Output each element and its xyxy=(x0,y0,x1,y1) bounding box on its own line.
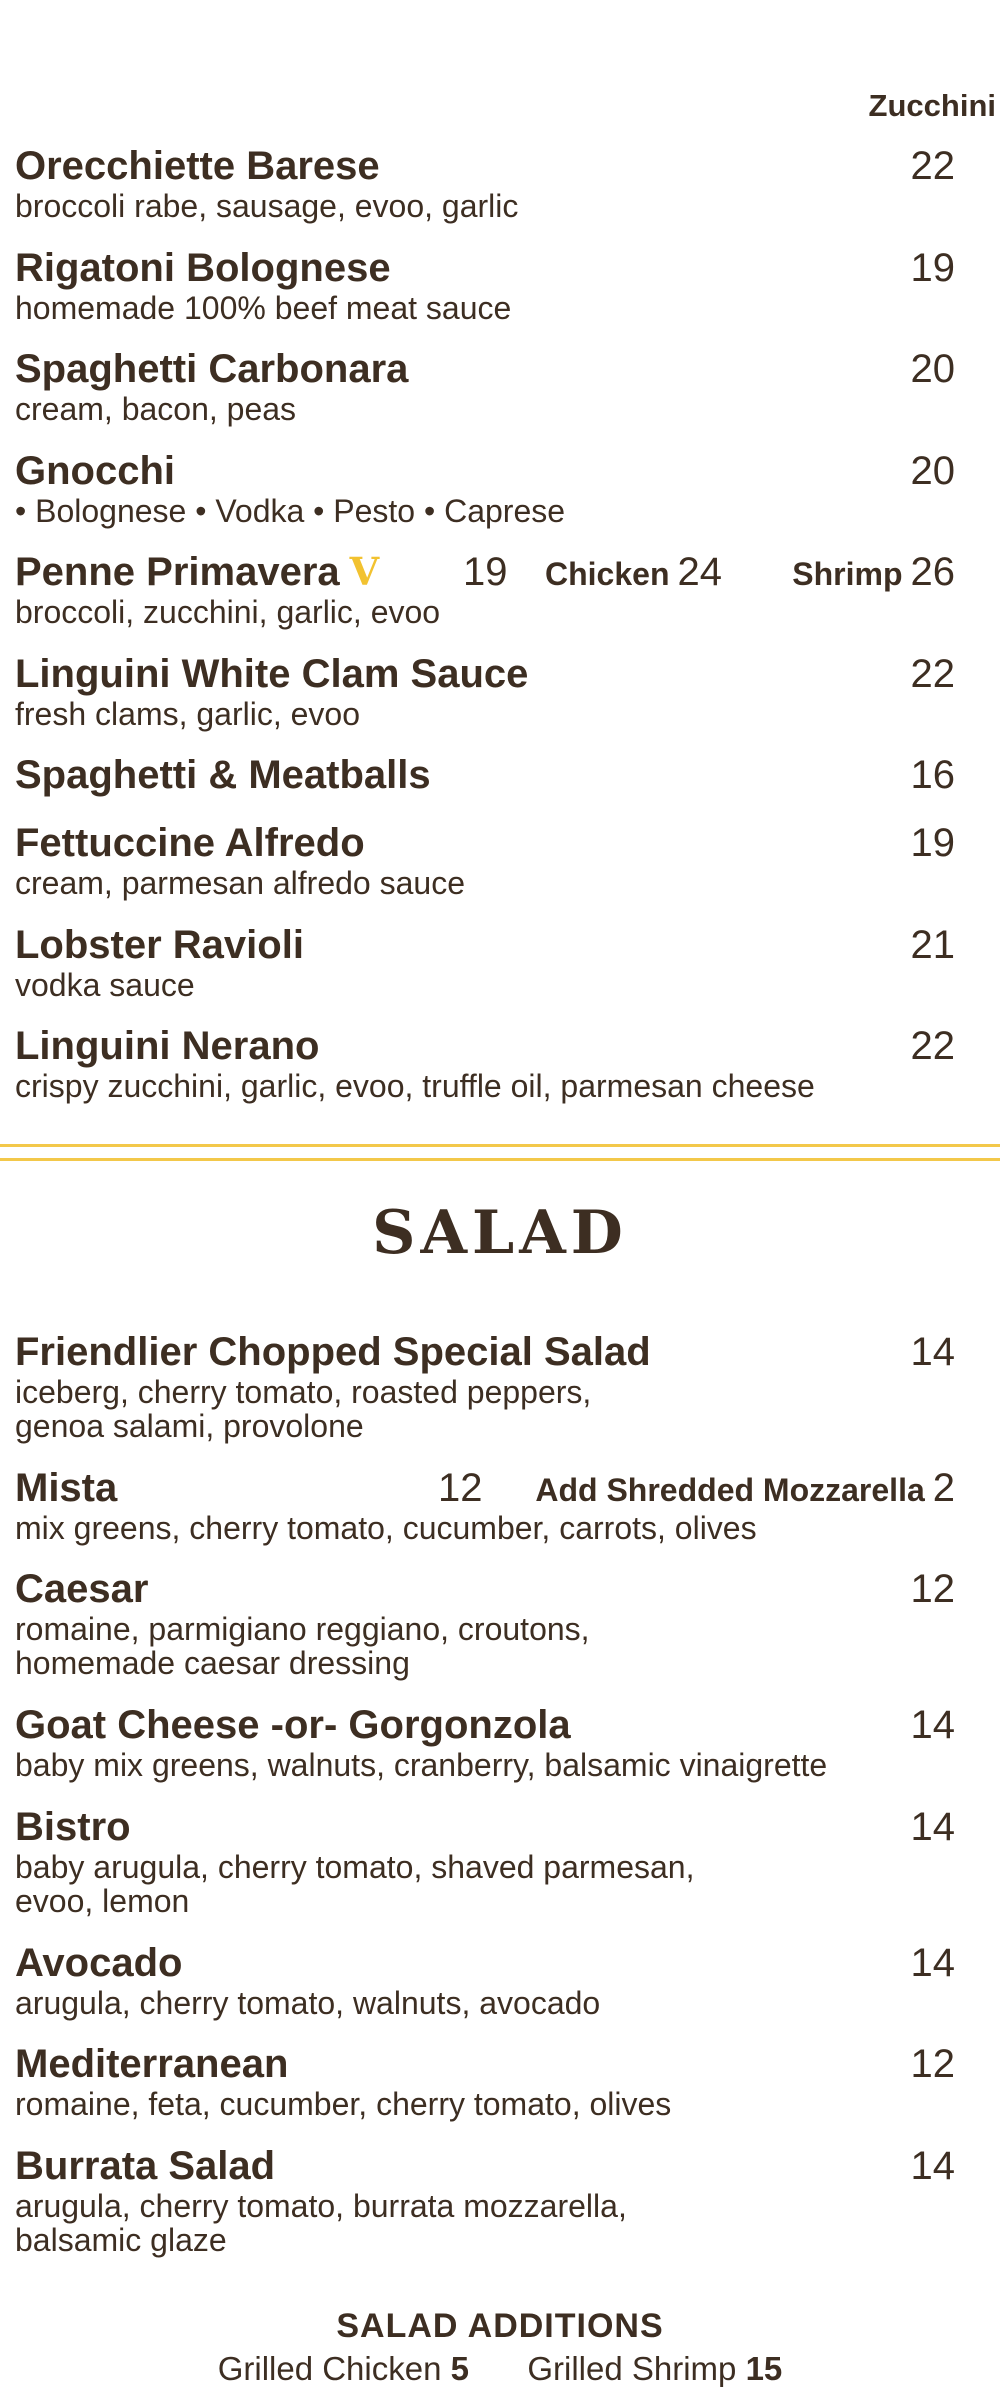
item-description-line: mix greens, cherry tomato, cucumber, carrots, olives xyxy=(15,1510,757,1546)
salad-additions-list xyxy=(0,2350,1000,2388)
item-price: 14 xyxy=(910,2144,955,2188)
section-title-salad: SALAD xyxy=(372,1198,628,1268)
item-name: Spaghetti & Meatballs xyxy=(15,753,431,797)
item-name: Linguini White Clam Sauce xyxy=(15,652,529,696)
item-description: • Bolognese • Vodka • Pesto • Caprese xyxy=(15,493,566,529)
menu-item-avocado xyxy=(15,1940,955,2020)
item-description: cream, bacon, peas xyxy=(15,391,297,427)
item-name: Avocado xyxy=(15,1941,183,1985)
option-label: Shrimp xyxy=(792,556,903,592)
addition-label: Grilled Chicken xyxy=(217,2350,442,2387)
menu-item-orecchiette-barese xyxy=(15,143,955,223)
menu-item-penne-primavera xyxy=(15,549,955,629)
item-description: broccoli rabe, sausage, evoo, garlic xyxy=(15,188,519,224)
item-price: 22 xyxy=(910,1024,955,1068)
menu-item-rigatoni-bolognese xyxy=(15,245,955,325)
item-base-price xyxy=(430,1465,483,1520)
item-name: Mista xyxy=(15,1466,118,1510)
item-name: Bistro xyxy=(15,1805,131,1849)
menu-item-caesar xyxy=(15,1566,955,1680)
item-name-text: Penne Primavera xyxy=(15,550,340,594)
item-description-line: genoa salami, provolone xyxy=(15,1408,364,1444)
option-chicken xyxy=(545,549,722,604)
menu-item-friendlier-chopped xyxy=(15,1329,955,1443)
item-name: Rigatoni Bolognese xyxy=(15,246,391,290)
addition-price: 5 xyxy=(450,2350,469,2387)
addon-label: Add Shredded Mozzarella xyxy=(535,1472,925,1508)
item-name: Fettuccine Alfredo xyxy=(15,821,365,865)
item-name: Goat Cheese -or- Gorgonzola xyxy=(15,1703,571,1747)
menu-item-linguini-white-clam xyxy=(15,651,955,731)
item-price: 22 xyxy=(910,652,955,696)
option-price: 26 xyxy=(910,550,955,594)
item-name xyxy=(15,549,379,595)
item-name: Burrata Salad xyxy=(15,2144,276,2188)
item-name: Caesar xyxy=(15,1567,149,1611)
item-price: 19 xyxy=(910,246,955,290)
item-price: 20 xyxy=(910,347,955,391)
item-price: 22 xyxy=(910,144,955,188)
item-base-price xyxy=(455,549,508,604)
option-label: Chicken xyxy=(545,556,670,592)
item-description-line: romaine, parmigiano reggiano, croutons, xyxy=(15,1611,590,1647)
base-price: 12 xyxy=(438,1466,483,1510)
item-description: cream, parmesan alfredo sauce xyxy=(15,865,465,901)
menu-item-burrata-salad xyxy=(15,2143,955,2257)
item-price: 19 xyxy=(910,821,955,865)
option-shrimp xyxy=(792,549,955,604)
item-description-line: iceberg, cherry tomato, roasted peppers, xyxy=(15,1374,592,1410)
vegetarian-icon: V xyxy=(349,549,380,594)
menu-item-linguini-nerano xyxy=(15,1023,955,1103)
item-description: homemade 100% beef meat sauce xyxy=(15,290,512,326)
item-price: 16 xyxy=(910,753,955,797)
item-name: Gnocchi xyxy=(15,449,176,493)
item-price: 20 xyxy=(910,449,955,493)
item-description-line: romaine, feta, cucumber, cherry tomato, olives xyxy=(15,2086,672,2122)
item-description-line: baby mix greens, walnuts, cranberry, balsamic vinaigrette xyxy=(15,1747,828,1783)
item-price: 12 xyxy=(910,1567,955,1611)
item-price: 21 xyxy=(910,923,955,967)
menu-item-fettuccine-alfredo xyxy=(15,820,955,900)
item-name: Mediterranean xyxy=(15,2042,289,2086)
item-name: Linguini Nerano xyxy=(15,1024,320,1068)
item-description-line: balsamic glaze xyxy=(15,2222,227,2258)
item-price: 14 xyxy=(910,1703,955,1747)
item-name: Orecchiette Barese xyxy=(15,144,380,188)
item-price: 14 xyxy=(910,1941,955,1985)
item-price: 12 xyxy=(910,2042,955,2086)
item-description: vodka sauce xyxy=(15,967,195,1003)
option-price: 24 xyxy=(677,550,722,594)
divider-top-line xyxy=(0,1144,1000,1147)
addon-price: 2 xyxy=(932,1466,955,1510)
menu-item-gnocchi xyxy=(15,448,955,528)
addition-label: Grilled Shrimp xyxy=(527,2350,737,2387)
menu-item-mista xyxy=(15,1465,955,1545)
menu-item-mediterranean xyxy=(15,2041,955,2121)
addition-price: 15 xyxy=(745,2350,783,2387)
menu-item-spaghetti-carbonara xyxy=(15,346,955,426)
item-description: broccoli, zucchini, garlic, evoo xyxy=(15,594,441,630)
item-description: fresh clams, garlic, evoo xyxy=(15,696,361,732)
top-note: Zucchini xyxy=(868,88,996,123)
item-name: Friendlier Chopped Special Salad xyxy=(15,1330,651,1374)
item-description-line: arugula, cherry tomato, walnuts, avocado xyxy=(15,1985,601,2021)
base-price: 19 xyxy=(463,550,508,594)
item-name: Spaghetti Carbonara xyxy=(15,347,409,391)
item-description-line: arugula, cherry tomato, burrata mozzarella, xyxy=(15,2188,627,2224)
item-description-line: baby arugula, cherry tomato, shaved parmesan, xyxy=(15,1849,695,1885)
menu-item-spaghetti-meatballs xyxy=(15,752,955,798)
item-price: 14 xyxy=(910,1330,955,1374)
item-description-line: homemade caesar dressing xyxy=(15,1645,410,1681)
item-description-line: evoo, lemon xyxy=(15,1883,190,1919)
salad-additions-title: SALAD ADDITIONS xyxy=(336,2307,664,2345)
divider-bottom-line xyxy=(0,1158,1000,1161)
menu-item-lobster-ravioli xyxy=(15,922,955,1002)
item-price: 14 xyxy=(910,1805,955,1849)
addon-mozzarella xyxy=(535,1465,955,1520)
item-name: Lobster Ravioli xyxy=(15,923,304,967)
menu-item-bistro xyxy=(15,1804,955,1918)
menu-item-goat-cheese-gorgonzola xyxy=(15,1702,955,1782)
item-description: crispy zucchini, garlic, evoo, truffle oil, parmesan cheese xyxy=(15,1068,815,1104)
